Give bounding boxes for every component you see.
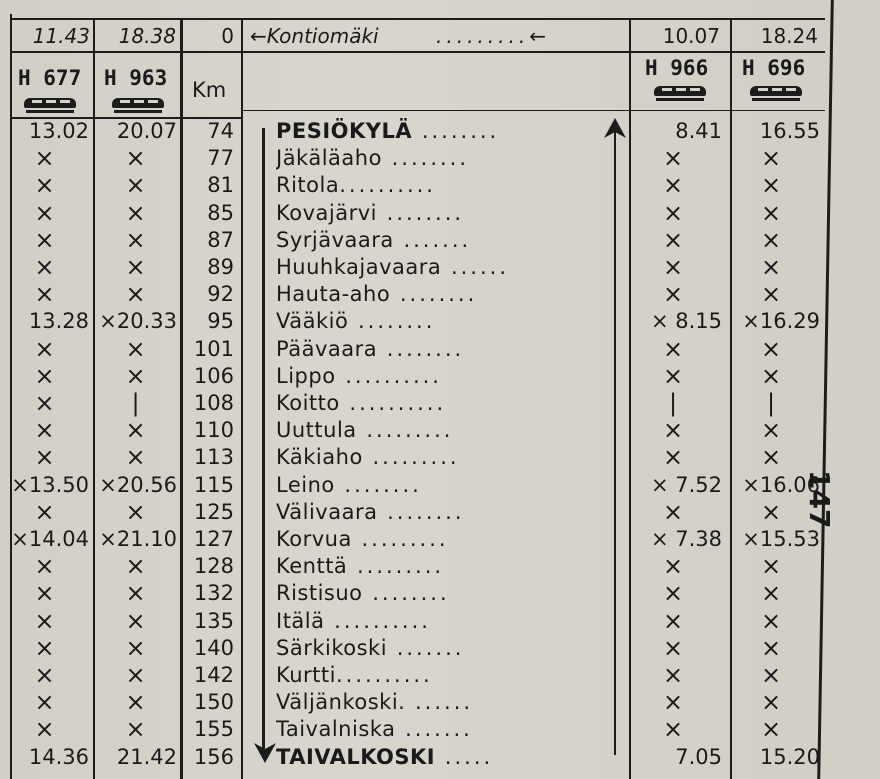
station-label: Taivalniska <box>276 717 396 742</box>
time-h963: × <box>125 334 146 363</box>
time-h963: 20.07 <box>116 119 177 143</box>
km-value: 81 <box>207 173 234 198</box>
time-h966: × <box>662 334 684 363</box>
time-h696: × <box>760 416 782 445</box>
station-name <box>276 336 616 363</box>
station-label: Käkiaho <box>276 445 363 470</box>
time-h696: × <box>760 225 782 254</box>
time-h696: ×16.29 <box>742 309 820 334</box>
leader-dots: .......... <box>335 363 442 388</box>
time-h963: × <box>125 715 146 744</box>
time-h963: × <box>125 198 146 227</box>
time-h963: × <box>125 579 146 608</box>
time-h677: × <box>34 334 55 363</box>
station-name <box>276 145 616 172</box>
time-h966: × <box>662 198 684 227</box>
time-h966: × 8.15 <box>650 309 722 334</box>
time-h677: × <box>34 579 55 608</box>
time-h966: × 7.52 <box>650 472 722 497</box>
station-name <box>276 635 616 662</box>
time-h696: × <box>760 552 782 581</box>
station-label: TAIVALKOSKI <box>276 744 436 769</box>
table-row <box>0 689 880 716</box>
time-h966: × <box>662 579 684 608</box>
time-h696: × <box>760 171 782 200</box>
km-value: 142 <box>193 663 234 687</box>
time-h677: × <box>34 688 55 717</box>
km-value: 150 <box>193 690 234 715</box>
time-h696: 15.20 <box>759 744 820 769</box>
station-label: Väljänkoski. <box>276 690 406 715</box>
table-row <box>0 390 880 417</box>
top-from-dots: .........← <box>436 24 550 48</box>
time-h696: × <box>760 253 782 281</box>
time-h966: × <box>662 144 684 173</box>
time-h677: × <box>34 361 55 390</box>
time-h677: 13.02 <box>28 119 89 143</box>
top-from-station: ←Kontiomäki <box>250 24 379 48</box>
station-name <box>276 662 616 689</box>
station-label: Koitto <box>276 391 340 415</box>
railcar-icon <box>112 98 164 114</box>
table-row <box>0 118 880 145</box>
time-h696: × <box>760 661 782 689</box>
leader-dots: ....... <box>387 635 465 660</box>
leader-dots: ........ <box>334 472 422 497</box>
station-name <box>276 281 616 308</box>
time-h963: × <box>125 443 146 472</box>
time-h677: 14.36 <box>28 744 89 769</box>
train-header-rule-right <box>243 110 825 111</box>
station-name <box>276 716 616 743</box>
train-h963: H 963 <box>104 66 168 90</box>
time-h963: × <box>125 253 146 281</box>
time-h963: × <box>125 280 146 309</box>
time-h966: × <box>662 606 684 635</box>
leader-dots: ......... <box>362 445 460 470</box>
station-name <box>276 200 616 227</box>
time-h963: | <box>131 389 140 417</box>
time-h677: × <box>34 715 55 744</box>
time-h696: × <box>760 579 782 608</box>
table-row <box>0 200 880 227</box>
station-name <box>276 227 616 254</box>
table-row <box>0 417 880 444</box>
time-h966: × 7.38 <box>650 527 722 551</box>
station-name <box>276 254 616 281</box>
railcar-icon <box>750 86 802 102</box>
km-value: 135 <box>193 608 234 633</box>
table-row <box>0 363 880 390</box>
table-row <box>0 472 880 499</box>
station-label: Lippo <box>276 363 336 388</box>
leader-dots: ..... <box>435 744 494 769</box>
km-value: 106 <box>193 363 234 388</box>
leader-dots: .......... <box>339 391 447 415</box>
train-h696: H 696 <box>742 56 806 80</box>
top-rule <box>10 18 825 20</box>
leader-dots: ......... <box>347 554 445 579</box>
station-label: Ristisuo <box>276 581 363 606</box>
leader-dots: ......... <box>351 527 449 551</box>
time-h966: × <box>662 688 684 717</box>
leader-dots: .......... <box>324 608 431 633</box>
leader-dots: ........ <box>377 336 465 361</box>
table-row <box>0 608 880 635</box>
time-h966: × <box>662 552 684 581</box>
time-h963: × <box>125 633 146 662</box>
time-h696: × <box>760 688 782 717</box>
station-label: Välivaara <box>276 499 378 524</box>
top-right-time-2: 18.24 <box>760 24 818 48</box>
time-h677: × <box>34 198 55 227</box>
time-h966: × <box>662 361 684 390</box>
time-h963: × <box>125 144 146 173</box>
time-h966: 7.05 <box>675 744 722 769</box>
km-value: 125 <box>193 499 234 524</box>
km-value: 132 <box>193 581 234 606</box>
table-row <box>0 662 880 689</box>
leader-dots: ........ <box>362 581 450 606</box>
time-h677: × <box>34 552 55 581</box>
time-h963: × <box>125 497 146 526</box>
time-h963: × <box>125 416 146 445</box>
leader-dots: ......... <box>356 418 454 443</box>
time-h963: × <box>125 171 146 200</box>
km-value: 108 <box>193 391 234 415</box>
station-name <box>276 553 616 580</box>
station-name <box>276 744 616 771</box>
station-label: Uuttula <box>276 418 357 443</box>
leader-dots: ....... <box>393 227 472 252</box>
km-value: 128 <box>193 554 234 579</box>
time-h696: ×15.53 <box>742 527 820 551</box>
time-h696: | <box>766 389 776 417</box>
leader-dots: ........ <box>376 200 465 225</box>
time-h963: ×21.10 <box>99 527 177 551</box>
train-h677: H 677 <box>18 66 82 90</box>
km-value: 115 <box>193 472 234 497</box>
table-row <box>0 336 880 363</box>
time-h966: | <box>668 389 678 417</box>
time-h677: × <box>34 389 55 417</box>
time-h696: × <box>760 334 782 363</box>
leader-dots: .......... <box>335 663 433 687</box>
time-h963: × <box>125 361 146 390</box>
leader-dots: .......... <box>339 173 436 198</box>
railcar-icon <box>24 98 76 114</box>
km-value: 74 <box>207 119 234 143</box>
km-value: 110 <box>193 418 234 443</box>
leader-dots: ........ <box>381 146 470 171</box>
station-name <box>276 363 616 390</box>
station-label: Vääkiö <box>276 309 349 334</box>
time-h966: × <box>662 497 684 526</box>
table-row <box>0 444 880 471</box>
station-label: Päävaara <box>276 336 378 361</box>
time-h696: × <box>760 280 782 309</box>
time-h677: × <box>34 606 55 635</box>
km-value: 92 <box>207 282 234 307</box>
railcar-icon <box>654 86 706 102</box>
time-h696: ×16.06 <box>742 472 820 497</box>
time-h966: × <box>662 253 684 281</box>
time-h677: × <box>34 253 55 281</box>
table-row <box>0 744 880 771</box>
table-row <box>0 308 880 335</box>
time-h677: 13.28 <box>28 309 89 334</box>
time-h677: × <box>34 497 55 526</box>
time-h696: × <box>760 715 782 744</box>
top-left-time-2: 18.38 <box>118 24 176 48</box>
station-name <box>276 118 616 145</box>
km-value: 127 <box>193 527 234 551</box>
header-rule <box>10 51 825 53</box>
time-h696: × <box>760 361 782 390</box>
time-h963: 21.42 <box>116 744 177 769</box>
station-label: Särkikoski <box>276 635 388 660</box>
km-value: 77 <box>207 146 234 171</box>
time-h963: ×20.56 <box>99 472 177 497</box>
km-value: 155 <box>193 717 234 742</box>
station-label: Jäkäläaho <box>276 146 382 171</box>
table-row <box>0 281 880 308</box>
table-row <box>0 716 880 743</box>
table-row <box>0 553 880 580</box>
table-row <box>0 172 880 199</box>
leader-dots: ...... <box>405 690 474 715</box>
table-row <box>0 227 880 254</box>
station-name <box>276 172 616 199</box>
station-name <box>276 689 616 716</box>
station-name <box>276 417 616 444</box>
station-label: PESIÖKYLÄ <box>276 119 413 143</box>
time-h677: × <box>34 225 55 254</box>
time-h963: ×20.33 <box>99 309 177 334</box>
time-h677: × <box>34 633 55 662</box>
page-number: 147 <box>803 470 836 529</box>
leader-dots: ........ <box>348 309 436 334</box>
time-h696: × <box>760 198 782 227</box>
leader-dots: ........ <box>412 119 500 143</box>
time-h963: × <box>125 606 146 635</box>
station-label: Ritola <box>276 173 340 198</box>
leader-dots: ........ <box>390 282 478 307</box>
station-label: Syrjävaara <box>276 227 394 252</box>
station-label: Itälä <box>276 608 325 633</box>
time-h677: × <box>34 171 55 200</box>
time-h677: × <box>34 416 55 445</box>
time-h963: × <box>125 225 146 254</box>
time-h696: 16.55 <box>759 119 820 143</box>
station-name <box>276 472 616 499</box>
time-h966: × <box>662 171 684 200</box>
table-row <box>0 580 880 607</box>
time-h677: ×13.50 <box>11 472 89 497</box>
km-value: 156 <box>193 744 234 769</box>
station-name <box>276 444 616 471</box>
leader-dots: ........ <box>377 499 465 524</box>
table-row <box>0 254 880 281</box>
station-label: Kovajärvi <box>276 200 377 225</box>
leader-dots: ....... <box>395 717 473 742</box>
km-value: 89 <box>207 255 234 279</box>
table-row <box>0 499 880 526</box>
station-label: Hauta-aho <box>276 282 391 307</box>
station-label: Korvua <box>276 527 352 551</box>
station-label: Huuhkajavaara <box>276 255 442 279</box>
km-value: 85 <box>207 200 234 225</box>
time-h696: × <box>760 443 782 472</box>
time-h677: × <box>34 661 55 689</box>
station-label: Kurtti <box>276 663 336 687</box>
time-h677: × <box>34 443 55 472</box>
station-label: Leino <box>276 472 335 497</box>
km-label: Km <box>192 78 227 102</box>
time-h966: × <box>662 416 684 445</box>
station-name <box>276 390 616 417</box>
time-h966: × <box>662 715 684 744</box>
table-row <box>0 526 880 553</box>
time-h677: ×14.04 <box>11 527 89 551</box>
time-h966: × <box>662 225 684 254</box>
station-name <box>276 526 616 553</box>
time-h696: × <box>760 633 782 662</box>
top-km-start: 0 <box>221 24 234 48</box>
train-h966: H 966 <box>645 56 709 80</box>
leader-dots: ...... <box>441 255 509 279</box>
time-h696: × <box>760 497 782 526</box>
time-h966: × <box>662 280 684 309</box>
time-h696: × <box>760 144 782 173</box>
top-right-time-1: 10.07 <box>662 24 720 48</box>
time-h963: × <box>125 688 146 717</box>
station-name <box>276 499 616 526</box>
km-value: 101 <box>193 336 234 361</box>
time-h963: × <box>125 661 146 689</box>
station-name <box>276 308 616 335</box>
time-h677: × <box>34 144 55 173</box>
time-h677: × <box>34 280 55 309</box>
table-row <box>0 635 880 662</box>
time-h966: × <box>662 661 684 689</box>
km-value: 113 <box>193 445 234 470</box>
km-value: 87 <box>207 227 234 252</box>
station-label: Kenttä <box>276 554 348 579</box>
time-h966: 8.41 <box>675 119 722 143</box>
time-h966: × <box>662 443 684 472</box>
time-h966: × <box>662 633 684 662</box>
top-left-time-1: 11.43 <box>32 24 90 48</box>
time-h696: × <box>760 606 782 635</box>
table-row <box>0 145 880 172</box>
km-value: 140 <box>193 635 234 660</box>
km-value: 95 <box>207 309 234 334</box>
station-name <box>276 580 616 607</box>
time-h963: × <box>125 552 146 581</box>
station-name <box>276 608 616 635</box>
